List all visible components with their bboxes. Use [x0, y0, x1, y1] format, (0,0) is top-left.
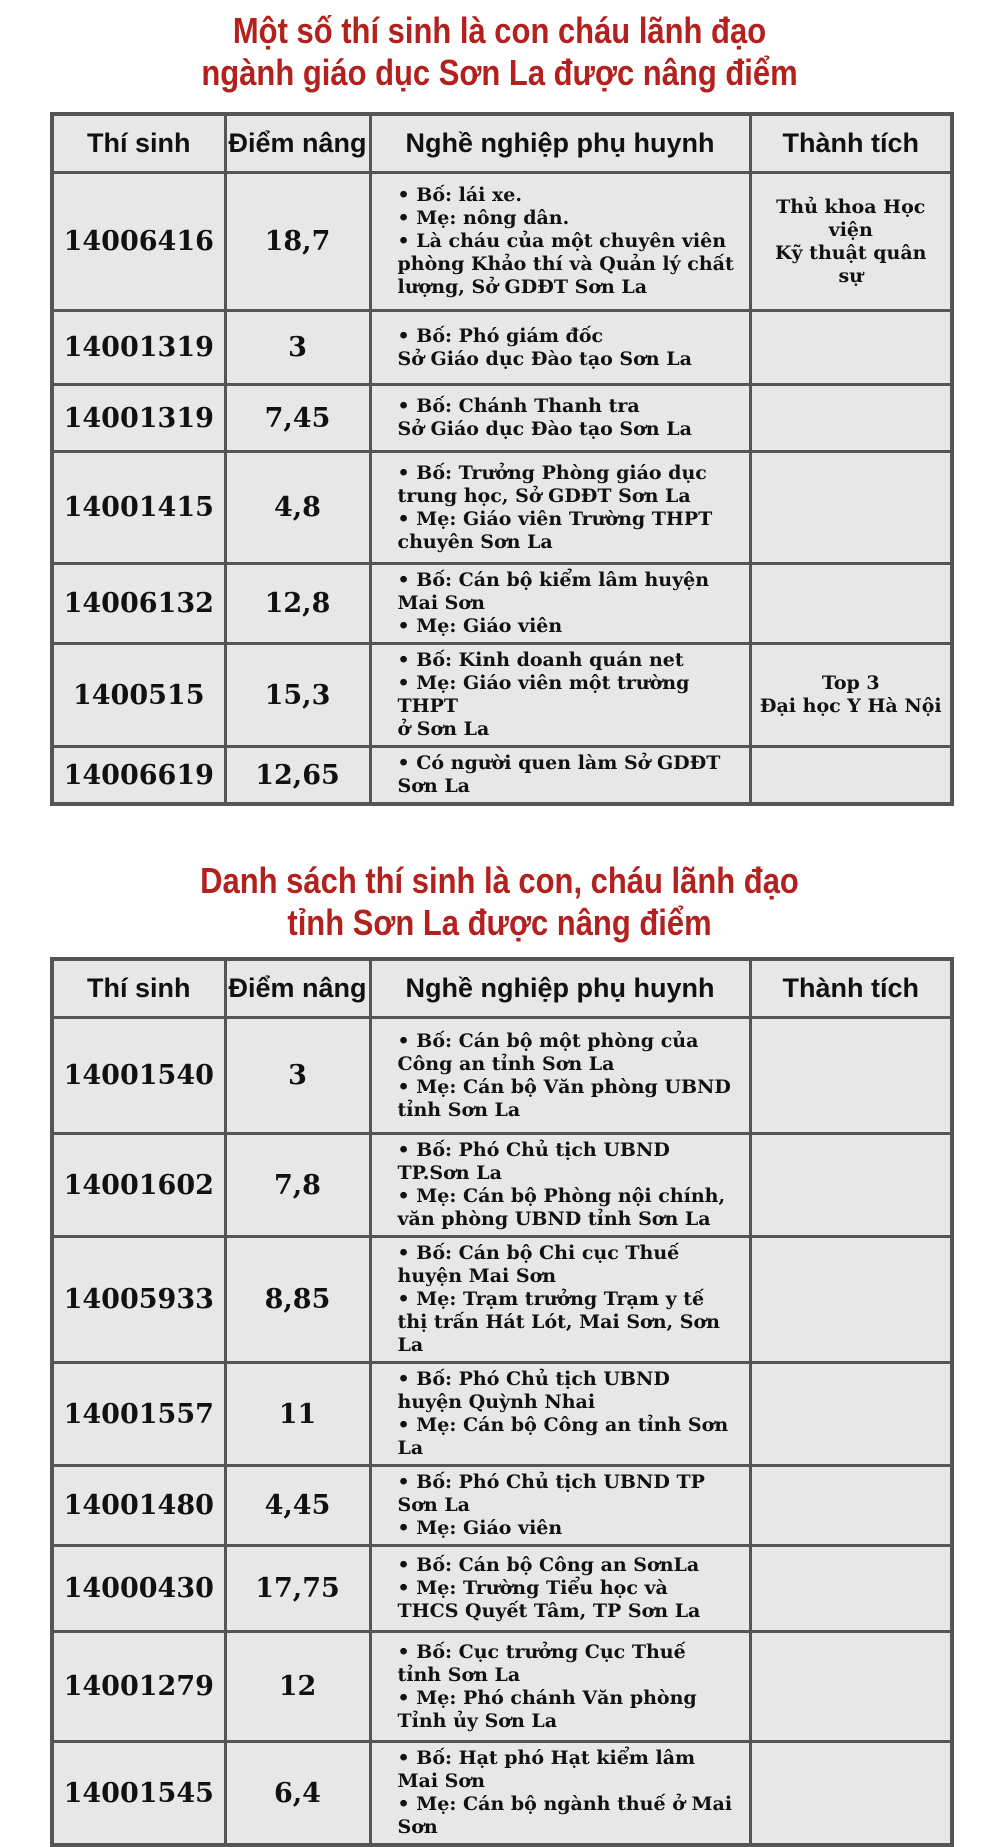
occupation-line: • Bố: Phó Chủ tịch UBND huyện Quỳnh Nhai — [397, 1368, 670, 1413]
candidate-id: 14001319 — [52, 311, 225, 385]
table1 — [50, 112, 954, 806]
occupation-line: • Mẹ: Cán bộ Văn phòng UBND tỉnh Sơn La — [397, 1075, 731, 1121]
achievement — [750, 1363, 952, 1466]
table2 — [50, 957, 954, 1847]
occupation-line: • Bố: Cán bộ Chi cục Thuế huyện Mai Sơn — [397, 1242, 680, 1287]
occupation-line: • Mẹ: Cán bộ Công an tỉnh Sơn La — [397, 1414, 729, 1459]
bonus-points: 4,45 — [225, 1466, 370, 1546]
candidate-id: 14006132 — [52, 564, 225, 644]
bonus-points: 3 — [225, 1018, 370, 1134]
occupation-line: • Mẹ: Giáo viên — [397, 615, 563, 637]
parent-occupation — [370, 1237, 750, 1363]
achievement: Thủ khoa Học viện Kỹ thuật quân sự — [750, 173, 952, 311]
table-row — [52, 385, 952, 452]
occupation-line: • Bố: Cán bộ Công an SơnLa — [397, 1554, 700, 1576]
achievement — [750, 1237, 952, 1363]
occupation-line: • Mẹ: Cán bộ Phòng nội chính, văn phòng UBND tỉnh Sơn La — [397, 1185, 726, 1230]
parent-occupation — [370, 1742, 750, 1846]
candidate-id: 14001319 — [52, 385, 225, 452]
table1-title-line-2: ngành giáo dục Sơn La được nâng điểm — [201, 52, 798, 93]
header-bonus-points: Điểm nâng — [225, 114, 370, 173]
achievement — [750, 1742, 952, 1846]
candidate-id: 14001540 — [52, 1018, 225, 1134]
occupation-line: • Bố: Phó Chủ tịch UBND TP.Sơn La — [397, 1139, 670, 1184]
bonus-points: 6,4 — [225, 1742, 370, 1846]
header-candidate: Thí sinh — [52, 114, 225, 173]
candidate-id: 14001279 — [52, 1632, 225, 1742]
occupation-line: • Mẹ: Giáo viên Trường THPT chuyên Sơn La — [397, 507, 713, 553]
occupation-line: • Bố: Chánh Thanh tra Sở Giáo dục Đào tạo Sơn La — [397, 395, 692, 440]
table1-header-row — [52, 114, 952, 173]
achievement — [750, 311, 952, 385]
occupation-line: • Là cháu của một chuyên viên phòng Khảo thí và Quản lý chất lượng, Sở GDĐT Sơn La — [397, 230, 734, 298]
achievement — [750, 1134, 952, 1237]
occupation-line: • Bố: Cán bộ kiểm lâm huyện Mai Sơn — [397, 569, 710, 614]
parent-occupation — [370, 452, 750, 564]
candidate-id: 14001557 — [52, 1363, 225, 1466]
occupation-line: • Bố: Hạt phó Hạt kiểm lâm Mai Sơn — [397, 1747, 696, 1792]
header-achievement: Thành tích — [750, 959, 952, 1018]
parent-occupation — [370, 385, 750, 452]
achievement — [750, 385, 952, 452]
bonus-points: 7,8 — [225, 1134, 370, 1237]
occupation-line: • Bố: Kinh doanh quán net — [397, 649, 684, 671]
achievement — [750, 452, 952, 564]
table2-title-line-1: Danh sách thí sinh là con, cháu lãnh đạo — [200, 860, 799, 901]
bonus-points: 11 — [225, 1363, 370, 1466]
header-candidate: Thí sinh — [52, 959, 225, 1018]
parent-occupation — [370, 1546, 750, 1632]
candidate-id: 14006619 — [52, 747, 225, 805]
achievement — [750, 747, 952, 805]
achievement: Top 3 Đại học Y Hà Nội — [750, 644, 952, 747]
bonus-points: 12,65 — [225, 747, 370, 805]
table-row — [52, 311, 952, 385]
table-row — [52, 1742, 952, 1846]
bonus-points: 4,8 — [225, 452, 370, 564]
table-row — [52, 1363, 952, 1466]
parent-occupation — [370, 1363, 750, 1466]
table-row — [52, 173, 952, 311]
candidate-id: 1400515 — [52, 644, 225, 747]
occupation-line: • Bố: Cán bộ một phòng của Công an tỉnh Sơn La — [397, 1029, 699, 1075]
bonus-points: 12,8 — [225, 564, 370, 644]
bonus-points: 8,85 — [225, 1237, 370, 1363]
table-row — [52, 1546, 952, 1632]
parent-occupation — [370, 311, 750, 385]
table-row — [52, 1632, 952, 1742]
parent-occupation — [370, 747, 750, 805]
parent-occupation — [370, 644, 750, 747]
occupation-line: • Mẹ: Phó chánh Văn phòng Tỉnh ủy Sơn La — [397, 1686, 697, 1732]
occupation-line: • Mẹ: Giáo viên — [397, 1517, 563, 1539]
candidate-id: 14005933 — [52, 1237, 225, 1363]
table2-title-line-2: tỉnh Sơn La được nâng điểm — [287, 902, 712, 943]
bonus-points: 3 — [225, 311, 370, 385]
table-row — [52, 1018, 952, 1134]
candidate-id: 14001545 — [52, 1742, 225, 1846]
bonus-points: 7,45 — [225, 385, 370, 452]
table-row — [52, 747, 952, 805]
occupation-line: • Có người quen làm Sở GDĐT Sơn La — [397, 752, 721, 797]
bonus-points: 12 — [225, 1632, 370, 1742]
header-achievement: Thành tích — [750, 114, 952, 173]
achievement — [750, 1018, 952, 1134]
achievement — [750, 1546, 952, 1632]
candidate-id: 14001602 — [52, 1134, 225, 1237]
table-row — [52, 564, 952, 644]
occupation-line: • Bố: Cục trưởng Cục Thuế tỉnh Sơn La — [397, 1640, 686, 1686]
bonus-points: 17,75 — [225, 1546, 370, 1632]
parent-occupation — [370, 1018, 750, 1134]
achievement — [750, 564, 952, 644]
header-bonus-points: Điểm nâng — [225, 959, 370, 1018]
parent-occupation — [370, 1466, 750, 1546]
table2-title — [70, 860, 929, 944]
occupation-line: • Mẹ: Giáo viên một trường THPT ở Sơn La — [397, 672, 690, 740]
table2-header-row — [52, 959, 952, 1018]
table1-title-line-1: Một số thí sinh là con cháu lãnh đạo — [232, 10, 767, 51]
candidate-id: 14006416 — [52, 173, 225, 311]
bonus-points: 15,3 — [225, 644, 370, 747]
occupation-line: • Bố: lái xe. — [397, 184, 523, 206]
header-parent-occupation: Nghề nghiệp phụ huynh — [370, 114, 750, 173]
table1-title — [70, 10, 929, 94]
parent-occupation — [370, 1632, 750, 1742]
parent-occupation — [370, 1134, 750, 1237]
parent-occupation — [370, 173, 750, 311]
candidate-id: 14000430 — [52, 1546, 225, 1632]
achievement — [750, 1632, 952, 1742]
occupation-line: • Mẹ: Trạm trưởng Trạm y tế thị trấn Hát Lót, Mai Sơn, Sơn La — [397, 1288, 720, 1356]
occupation-line: • Bố: Trưởng Phòng giáo dục trung học, Sở GDĐT Sơn La — [397, 461, 707, 507]
occupation-line: • Bố: Phó Chủ tịch UBND TP Sơn La — [397, 1471, 705, 1516]
table-row — [52, 452, 952, 564]
table-row — [52, 644, 952, 747]
candidate-id: 14001480 — [52, 1466, 225, 1546]
occupation-line: • Mẹ: nông dân. — [397, 207, 570, 229]
achievement — [750, 1466, 952, 1546]
occupation-line: • Mẹ: Cán bộ ngành thuế ở Mai Sơn — [397, 1793, 733, 1838]
parent-occupation — [370, 564, 750, 644]
occupation-line: • Bố: Phó giám đốc Sở Giáo dục Đào tạo Sơn La — [397, 324, 692, 370]
header-parent-occupation: Nghề nghiệp phụ huynh — [370, 959, 750, 1018]
table-row — [52, 1466, 952, 1546]
occupation-line: • Mẹ: Trường Tiểu học và THCS Quyết Tâm, TP Sơn La — [397, 1577, 701, 1622]
table-row — [52, 1237, 952, 1363]
bonus-points: 18,7 — [225, 173, 370, 311]
table-row — [52, 1134, 952, 1237]
candidate-id: 14001415 — [52, 452, 225, 564]
